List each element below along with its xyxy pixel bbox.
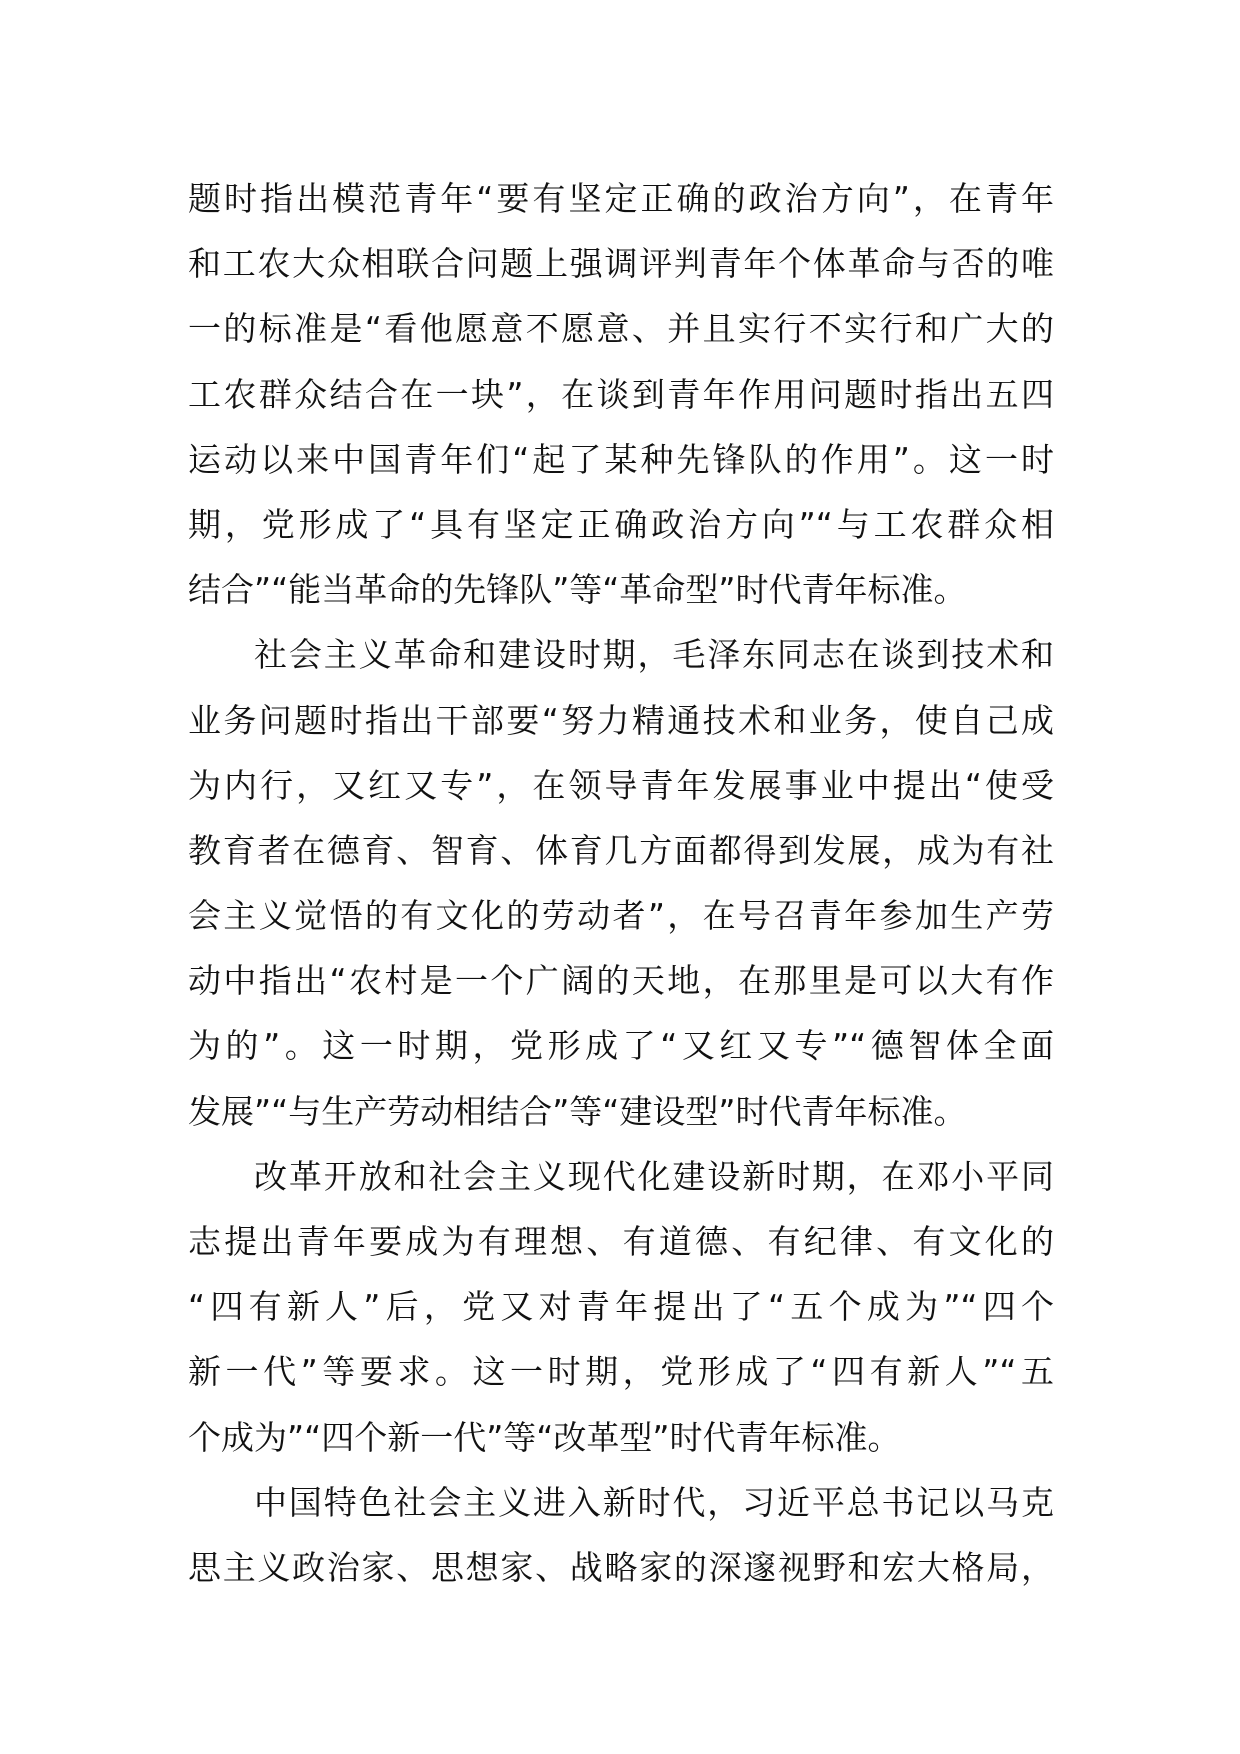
text-line: 思主义政治家、思想家、战略家的深邃视野和宏大格局， — [188, 1547, 1054, 1587]
text-line: 教育者在德育、智育、体育几方面都得到发展，成为有社 — [188, 830, 1054, 870]
text-line: 会主义觉悟的有文化的劳动者”，在号召青年参加生产劳 — [188, 896, 1054, 936]
text-line: 志提出青年要成为有理想、有道德、有纪律、有文化的 — [188, 1222, 1054, 1261]
text-line: 业务问题时指出干部要“努力精通技术和业务，使自己成 — [188, 700, 1054, 740]
text-line: 个成为”“四个新一代”等“改革型”时代青年标准。 — [188, 1417, 901, 1457]
text-line: 为的”。这一时期，党形成了“又红又专”“德智体全面 — [188, 1026, 1054, 1066]
text-line: 期，党形成了“具有坚定正确政治方向”“与工农群众相 — [188, 504, 1054, 544]
text-line: 运动以来中国青年们“起了某种先锋队的作用”。这一时 — [188, 439, 1054, 479]
text-line: 为内行，又红又专”，在领导青年发展事业中提出“使受 — [188, 765, 1054, 805]
text-line: 结合”“能当革命的先锋队”等“革命型”时代青年标准。 — [188, 570, 967, 610]
text-line: 动中指出“农村是一个广阔的天地，在那里是可以大有作 — [188, 961, 1054, 1001]
paragraph-first-line: 改革开放和社会主义现代化建设新时期，在邓小平同 — [254, 1156, 1054, 1196]
text-line: “四有新人”后，党又对青年提出了“五个成为”“四个 — [188, 1287, 1054, 1327]
text-line: 发展”“与生产劳动相结合”等“建设型”时代青年标准。 — [188, 1091, 967, 1131]
text-line: 题时指出模范青年“要有坚定正确的政治方向”，在青年 — [188, 179, 1054, 218]
text-line: 新一代”等要求。这一时期，党形成了“四有新人”“五 — [188, 1352, 1054, 1392]
body-text — [188, 166, 1054, 1600]
paragraph-first-line: 社会主义革命和建设时期，毛泽东同志在谈到技术和 — [254, 635, 1054, 675]
paragraph-first-line: 中国特色社会主义进入新时代，习近平总书记以马克 — [254, 1482, 1054, 1522]
text-line: 工农群众结合在一块”，在谈到青年作用问题时指出五四 — [188, 374, 1054, 414]
text-line: 和工农大众相联合问题上强调评判青年个体革命与否的唯 — [188, 244, 1054, 284]
text-line: 一的标准是“看他愿意不愿意、并且实行不实行和广大的 — [188, 309, 1054, 349]
